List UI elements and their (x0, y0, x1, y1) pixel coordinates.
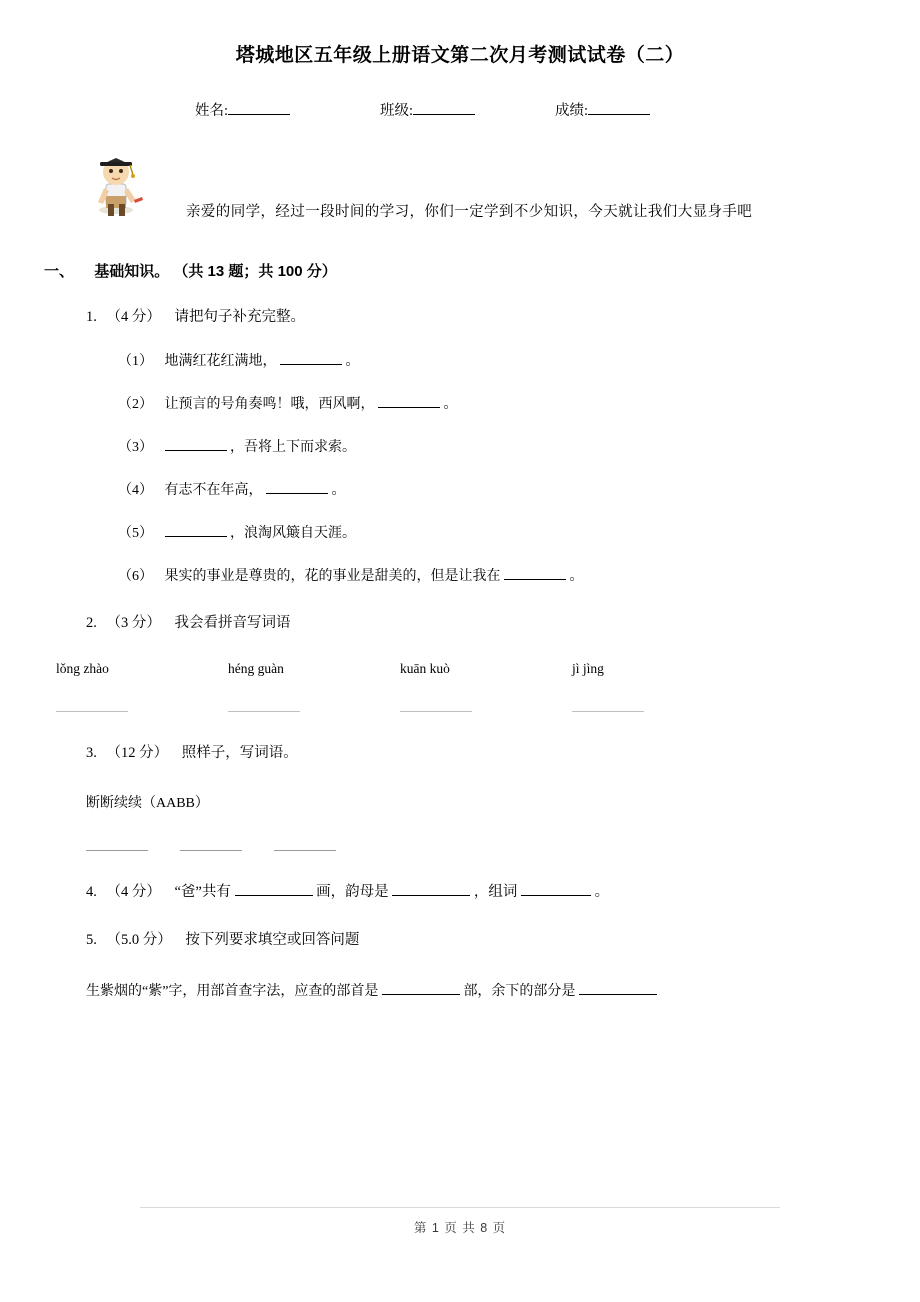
section-heading (0, 260, 920, 281)
sub-label: （4） (118, 482, 153, 498)
sub-text-before: 果实的事业是尊贵的，花的事业是甜美的，但是让我在 (164, 568, 501, 584)
sub-text-after: ，吾将上下而求索。 (230, 439, 356, 455)
question-3-answer-row (0, 838, 920, 856)
answer-blank[interactable] (266, 482, 328, 494)
question-4-text-part-4: 。 (594, 884, 610, 901)
question-4-text-part-3: ，组词 (473, 884, 518, 901)
section-number: 一、 (44, 263, 75, 280)
question-5-body-part-2: 部，余下的部分是 (463, 983, 576, 999)
question-3-number: 3. (86, 744, 97, 761)
sub-text-after: 。 (345, 353, 360, 369)
score-blank[interactable] (588, 102, 650, 115)
sub-text-after: ，浪淘风簸自天涯。 (230, 525, 356, 541)
pinyin-row (0, 661, 920, 677)
question-1-sub-1 (0, 351, 920, 372)
pinyin-1: lǒng zhào (56, 660, 109, 676)
question-1 (0, 307, 920, 329)
sub-label: （6） (118, 568, 153, 584)
greeting-text: 亲爱的同学，经过一段时间的学习，你们一定学到不少知识，今天就让我们大显身手吧 (186, 204, 753, 220)
class-label: 班级: (380, 103, 414, 119)
pinyin-answer-row (0, 699, 920, 717)
page-title: 塔城地区五年级上册语文第二次月考测试试卷（二） (235, 45, 685, 66)
footer-divider (140, 1207, 780, 1208)
pinyin-2: héng guàn (228, 660, 284, 676)
answer-blank[interactable] (280, 353, 342, 365)
section-meta: （共 13 题；共 100 分） (173, 263, 337, 280)
question-1-points: （4 分） (106, 309, 161, 325)
question-1-sub-4 (0, 480, 920, 501)
pinyin-3: kuān kuò (400, 660, 450, 676)
question-4-text-part-1: “爸”共有 (174, 884, 231, 901)
question-1-text: 请把句子补充完整。 (174, 309, 305, 325)
pinyin-answer-4[interactable] (572, 699, 744, 717)
sub-text-before: 让预言的号角奏鸣！哦，西风啊， (164, 396, 375, 412)
answer-blank[interactable] (382, 983, 460, 995)
answer-blank[interactable] (56, 710, 128, 712)
pinyin-4: jì jìng (572, 660, 604, 676)
question-1-sub-3 (0, 437, 920, 458)
answer-blank[interactable] (392, 884, 470, 897)
pinyin-answer-3[interactable] (400, 699, 572, 717)
name-label: 姓名: (195, 103, 229, 119)
question-1-sub-2 (0, 394, 920, 415)
sub-text-after: 。 (443, 396, 458, 412)
section-title: 基础知识。 (94, 263, 170, 280)
page-number: 第 1 页 共 8 页 (413, 1221, 507, 1235)
question-5-body (0, 980, 920, 1000)
score-label: 成绩: (555, 103, 589, 119)
question-5-body-part-1: 生紫烟的“紫”字，用部首查字法，应查的部首是 (86, 983, 379, 999)
answer-blank[interactable] (400, 710, 472, 712)
sub-text-before: 地满红花红满地， (164, 353, 277, 369)
question-2-text: 我会看拼音写词语 (174, 614, 291, 631)
question-5-points: （5.0 分） (106, 932, 172, 948)
question-1-sub-5 (0, 523, 920, 544)
question-3 (0, 743, 920, 765)
answer-blank[interactable] (228, 710, 300, 712)
question-5-number: 5. (86, 932, 97, 948)
question-4-points: （4 分） (106, 884, 161, 901)
sub-label: （2） (118, 396, 153, 412)
question-3-points: （12 分） (106, 744, 169, 761)
question-1-sub-6 (0, 566, 920, 587)
page-footer (0, 1207, 920, 1236)
answer-blank[interactable] (180, 849, 242, 851)
pinyin-answer-2[interactable] (228, 699, 400, 717)
question-2-points: （3 分） (106, 614, 161, 631)
question-1-number: 1. (86, 309, 97, 325)
sub-label: （1） (118, 353, 153, 369)
identity-row (0, 99, 920, 120)
pinyin-answer-1[interactable] (56, 699, 228, 717)
question-2-number: 2. (86, 614, 97, 631)
answer-blank[interactable] (235, 884, 313, 897)
answer-blank[interactable] (579, 983, 657, 995)
class-blank[interactable] (413, 102, 475, 115)
answer-blank[interactable] (165, 525, 227, 537)
question-4-text-part-2: 画，韵母是 (316, 884, 389, 901)
sub-label: （5） (118, 525, 153, 541)
sub-text-after: 。 (569, 568, 584, 584)
answer-blank[interactable] (572, 710, 644, 712)
question-5 (0, 930, 920, 952)
question-2 (0, 613, 920, 635)
greeting-block (0, 144, 920, 226)
sub-text-after: 。 (331, 482, 346, 498)
graduate-student-mascot-icon (90, 144, 146, 218)
answer-blank[interactable] (274, 849, 336, 851)
answer-blank[interactable] (521, 884, 591, 897)
sub-label: （3） (118, 439, 153, 455)
answer-blank[interactable] (378, 396, 440, 408)
answer-blank[interactable] (86, 849, 148, 851)
name-field[interactable] (195, 99, 380, 120)
answer-blank[interactable] (504, 568, 566, 580)
name-blank[interactable] (228, 102, 290, 115)
question-3-example: 断断续续（AABB） (86, 796, 209, 812)
sub-text-before: 有志不在年高， (164, 482, 263, 498)
score-field[interactable] (555, 99, 715, 120)
question-5-text: 按下列要求填空或回答问题 (185, 932, 360, 948)
question-4-number: 4. (86, 884, 97, 901)
answer-blank[interactable] (165, 439, 227, 451)
class-field[interactable] (380, 99, 555, 120)
question-4 (0, 882, 920, 904)
question-3-text: 照样子，写词语。 (181, 744, 298, 761)
